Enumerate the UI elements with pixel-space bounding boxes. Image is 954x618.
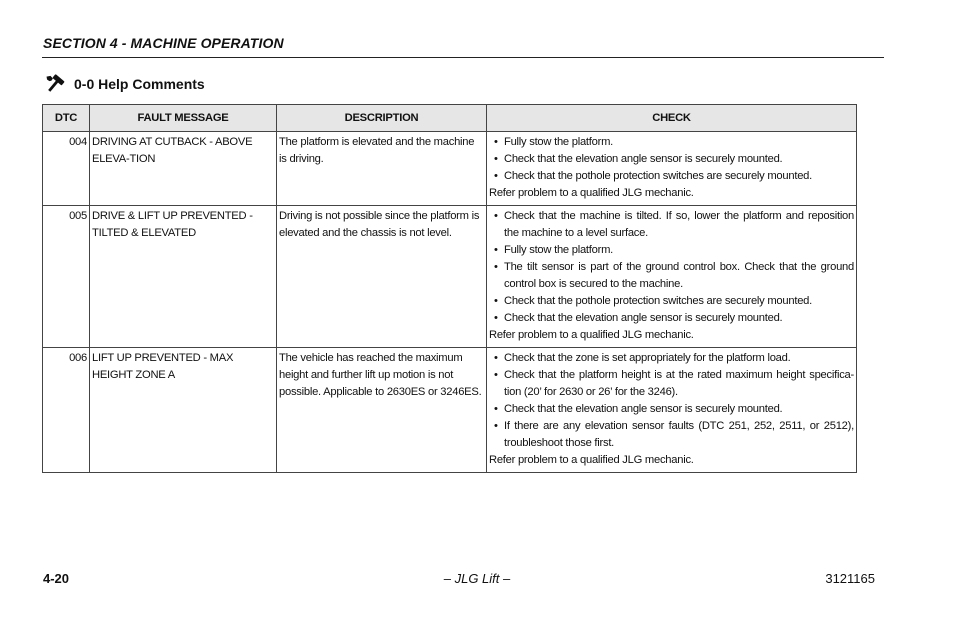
- refer-note: Refer problem to a qualified JLG mechanic.: [489, 329, 694, 341]
- refer-note: Refer problem to a qualified JLG mechanic.: [489, 454, 694, 466]
- check-item: • Check that the platform height is at the rated maximum height specifica-tion (20’ for 2630 or 26’ for the 3246).: [489, 367, 854, 401]
- document-number: 3121165: [825, 571, 875, 586]
- dtc-table: [42, 104, 857, 473]
- column-header-dtc: DTC: [43, 105, 90, 132]
- fault-message: DRIVING AT CUTBACK - ABOVE ELEVA-TION: [90, 132, 277, 206]
- wrench-hammer-icon: [44, 73, 66, 95]
- fault-message: DRIVE & LIFT UP PREVENTED - TILTED & ELEVATED: [90, 206, 277, 348]
- section-title: SECTION 4 - MACHINE OPERATION: [43, 35, 284, 51]
- fault-description: The vehicle has reached the maximum height and further lift up motion is not possible. Applicable to 2630ES or 3246ES.: [277, 348, 487, 473]
- section-divider: [42, 57, 884, 58]
- fault-message: LIFT UP PREVENTED - MAX HEIGHT ZONE A: [90, 348, 277, 473]
- check-item: • The tilt sensor is part of the ground control box. Check that the ground control box is secured to the machine.: [489, 259, 854, 293]
- check-item: • Check that the elevation angle sensor is securely mounted.: [489, 310, 854, 327]
- check-item: • Check that the elevation angle sensor is securely mounted.: [489, 151, 854, 168]
- check-item: • Fully stow the platform.: [489, 134, 854, 151]
- refer-note: Refer problem to a qualified JLG mechanic.: [489, 187, 694, 199]
- check-item: • Check that the elevation angle sensor is securely mounted.: [489, 401, 854, 418]
- help-comments-heading: [44, 73, 205, 95]
- check-list: [489, 134, 854, 185]
- dtc-code: 005: [43, 206, 90, 348]
- column-header-check: CHECK: [487, 105, 857, 132]
- table-row: [43, 206, 857, 348]
- check-item: • If there are any elevation sensor faults (DTC 251, 252, 2511, or 2512), troubleshoot those first.: [489, 418, 854, 452]
- check-list: [489, 350, 854, 452]
- column-header-fault-message: FAULT MESSAGE: [90, 105, 277, 132]
- column-header-description: DESCRIPTION: [277, 105, 487, 132]
- check-cell: [487, 348, 857, 473]
- footer-title: – JLG Lift –: [443, 571, 511, 586]
- check-item: • Check that the zone is set appropriately for the platform load.: [489, 350, 854, 367]
- dtc-code: 006: [43, 348, 90, 473]
- page-number: 4-20: [43, 571, 70, 586]
- dtc-code: 004: [43, 132, 90, 206]
- check-item: • Check that the pothole protection switches are securely mounted.: [489, 293, 854, 310]
- table-header-row: [43, 105, 857, 132]
- heading-title: 0-0 Help Comments: [74, 76, 205, 92]
- check-item: • Check that the machine is tilted. If so, lower the platform and reposition the machine to a level surface.: [489, 208, 854, 242]
- table-row: [43, 132, 857, 206]
- check-cell: [487, 206, 857, 348]
- check-cell: [487, 132, 857, 206]
- check-list: [489, 208, 854, 327]
- table-row: [43, 348, 857, 473]
- fault-description: The platform is elevated and the machine is driving.: [277, 132, 487, 206]
- fault-description: Driving is not possible since the platform is elevated and the chassis is not level.: [277, 206, 487, 348]
- check-item: • Fully stow the platform.: [489, 242, 854, 259]
- check-item: • Check that the pothole protection switches are securely mounted.: [489, 168, 854, 185]
